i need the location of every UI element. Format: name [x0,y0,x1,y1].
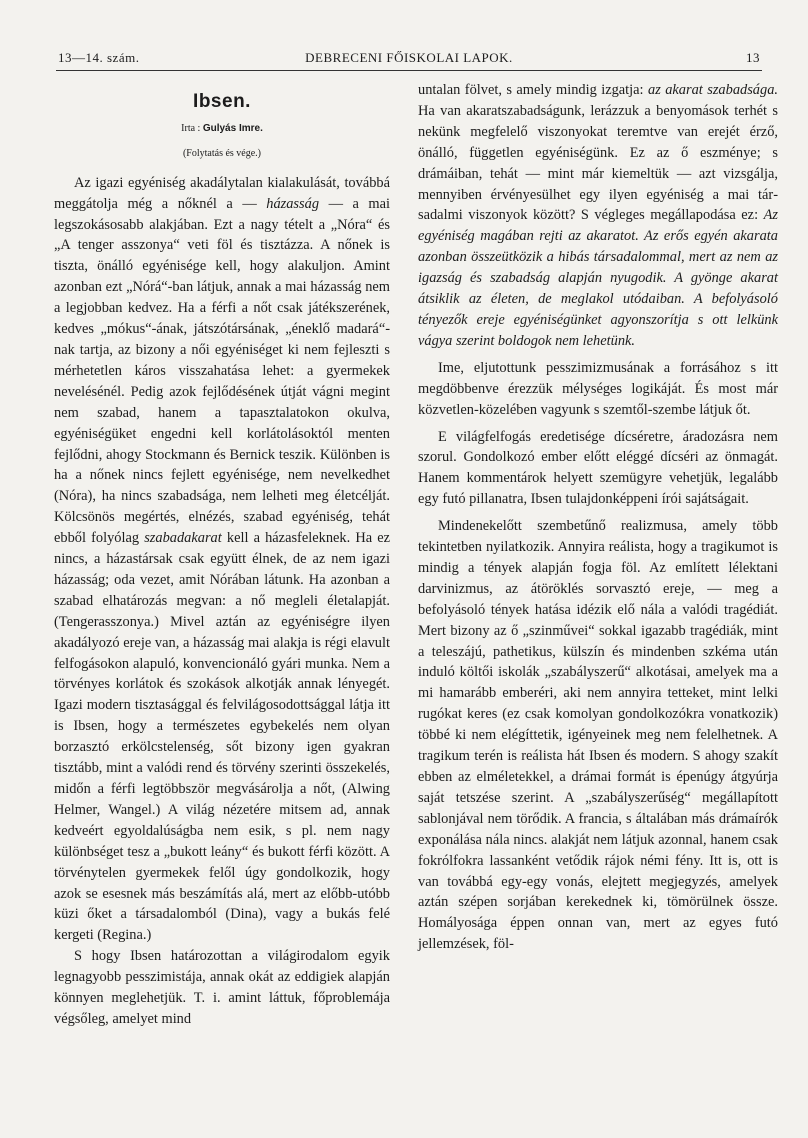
page-header [58,50,760,70]
byline-prefix: Irta : [181,122,201,134]
paragraph: E világfelfogás eredetisége dícséretre, áradozásra nem szorul. Gondolkozó ember előtt eléggé dícséri az önmagát. Hanem kommentárok helyett szemügyre vehetjük, legalább egy futó pillanatra, Ibsen tulajdonképpeni írói sajátságait. [418,428,778,508]
author-name: Gulyás Imre. [202,122,263,134]
left-column [54,80,390,1030]
paragraph: Ime, eljutottunk pesszimizmusának a forrásához s itt megdöbbenve érezzük mélységes logikáját. És most már közvetlen-közelében vagyunk s szemtől-szembe látjuk őt. [418,359,778,418]
paragraph: Az igazi egyéniség akadálytalan kialakulását, továbbá meggátolja még a nőknél a — házasság — a mai legszokásosabb alakjában. Ezt a nagy tételt a „Nóra“ és „A tenger asszonya“ veti föl és tisztázza. A nőnek is tiszta, önálló egyénisége kell, hogy alakuljon. Amint azonban ezt „Nórá“-ban látjuk, annak a mai házasság nem a legjobban kedvez. Ha a férfi a nőt csak játékszerének, kedves „mókus“-ának, játszótársának, „éneklő madará“-nak tartja, az bizony a női egyéniséget ki nem fejleszti s mérhetetlen káros visszahatása lehet: a gyermekek nevelésénél. Pedig azok fejlődésének útját vágni megint nem szabad, hanem a tapasztalatokon okulva, egyéniségüket engedni kell korlátolásoktól menten fejlődni, ahogy Stockmann és Bernick teszik. Különben is ha a nőnek nincs fejlett egyénisége, nem nevelkedhet (Nóra), ha nincs szabadsága, nem lelheti meg életcélját. Kölcsönös megértés, elnézés, szabad egyéniség, tehát ebből folyólag szabadakarat kell a házasfeleknek. Ha ez nincs, a házastársak csak együtt élnek, de az nem igazi házasság; oda vezet, amit Nórában látunk. Ha azonban a szabad elhatározás megvan: a nő megleli életalapját. (Tengerasszonya.) Mivel aztán az egyéniségre ilyen akadályozó ereje van, a házasság mai alakja is régi elavult felfogásokon alapuló, konvencionáló gyári munka. Nem a törvényes korlátok és szokások alkotják annak lényegét. Igazi modern tisztasággal és felvilágosodottsággal látja itt is Ibsen, hogy a természetes egybekelés nem olyan borzasztó erkölcstelenség, sőt bizony igen gyakran tisztább, mint a valódi rend és törvény szerinti összekelés, midőn a férfi legtöbbször megvásárolja a nőt, (Alwing Helmer, Wangel.) A világ nézetére mitsem ad, annak kedveért egyoldalúságba nem esik, s pl. nem nagy különbséget tesz a „bukott leány“ és bukott férfi között. A törvénytelen gyermekek felől úgy gondolkozik, hogy azok se esesnek más beszámítás alá, mert az előbb-utóbb küzi őket a társadalomból (Dina), vagy a bukás felé kergeti (Regina.) [54,174,390,944]
paragraph: Mindenekelőtt szembetűnő realizmusa, amely több tekintetben nyilatkozik. Annyira reálista, hogy a tragikumot is mindig a tények alapján fogja föl. Az említett lélektani darvinizmus, az átöröklés sorvasztó ereje, — meg a befolyásoló tények hatása idézik elő nála a valódi tragédiát. Mert bizony az ő „szinművei“ sokkal igazabb tragédiák, mint a teleszájú, pathetikus, külszín és mindenben szkéma után induló költői iskolák „szabályszerű“ alkotásai, amelyek ma a mi hamarább emberéri, aki nem annyira tetteket, mint lelki rugókat keres (ez csak komolyan gondolkozókra vonatkozik) többé ki nem elégíttetik, igényeinek meg nem felelhetnek. A tragikum terén is reálista hát Ibsen és modern. S ahogy szakít ebben az elméletekkel, a drámai formát is épenúgy átgyúrja saját tetszése szerint. A „szabályszerűség“ megállapított sablonjával nem törődik. A francia, s általában más drámaírók exponálása nála nincs. alakját nem látjuk azonnal, hanem csak fokrólfokra lassanként vetődik rájok némi fény. Itt is, ott is van továbbá egy-egy vonás, elejtett megjegyzés, amelyek aztán szépen sorjában kerekednek ki, tömörülnek össze. Homályosága éppen onnan van, mert az egyes futó jellemzések, föl- [418,518,778,953]
page-number: 13 [746,50,760,65]
continuation-note: (Folytatás és vége.) [182,147,262,159]
byline [54,119,390,140]
paragraph: S hogy Ibsen határozottan a világirodalom egyik legnagyobb pesszimistája, annak okát az eddigiek alapján könnyen meglehetjük. T. i. amint láttuk, főproblemája végsőleg, amelyet mind [54,948,390,1027]
paragraph: untalan fölvet, s amely mindig izgatja: az akarat szabadsága. Ha van akaratszabadságunk, lerázzuk a benyomások terhét s nekünk megfelelő viszonyokat teremtve van erejét érző, önálló, független egyéniségünk. Ez az ő eszménye; s drámáiban, tehát — mint már kiemeltük — azt vizsgálja, mennyiben érvényesülhet egy ilyen egyéniség a mai társadalmi viszonyok között? S végleges megállapodása ez: Az egyéniség magában rejti az akaratot. Az erős egyén akarata azonban összeütközik a hibás társadalommal, mert az nem az igazság és szabadság alapján nyugodik. A gyönge akarat átsiklik az életen, de meglakol utódaiban. A befolyásoló tényezők ereje egyéniségünket agyonszorítja s ott lelkünk vágya szerint boldogok nem lehetünk. [418,82,778,349]
publication-title: DEBRECENI FŐISKOLAI LAPOK. [305,50,513,65]
right-column [418,80,778,955]
issue-number: 13—14. szám. [58,50,140,65]
article-title: Ibsen. [193,91,251,112]
header-rule [56,70,762,71]
